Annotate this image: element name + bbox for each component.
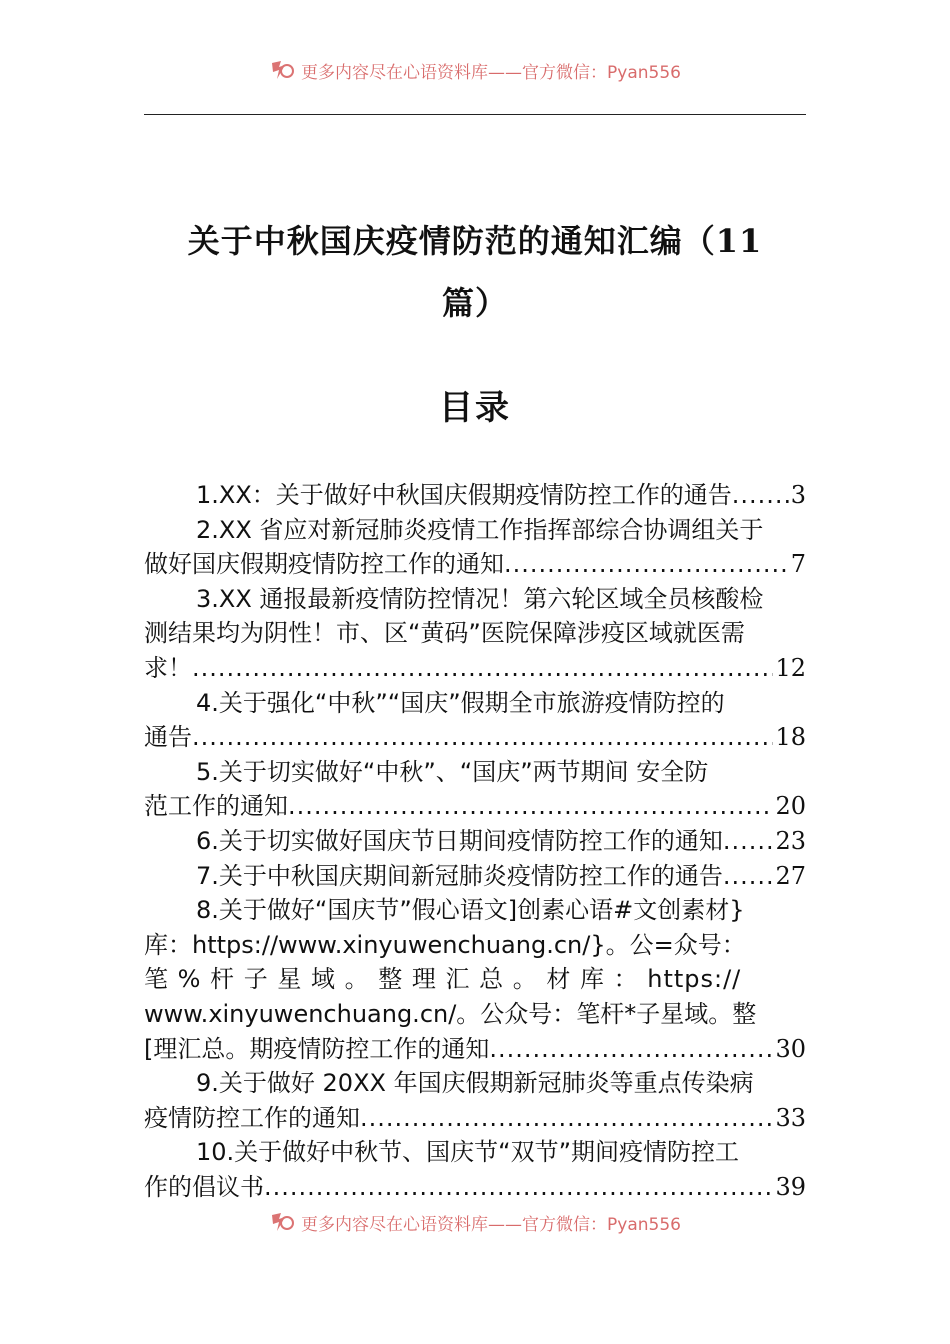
toc-leader: [192, 720, 773, 755]
toc-entry-2[interactable]: [144, 513, 806, 548]
toc-entry-text: 1.XX：关于做好中秋国庆假期疫情防控工作的通告: [196, 481, 732, 509]
toc-page-number: 33: [775, 1103, 806, 1132]
title-line-1: 关于中秋国庆疫情防范的通知汇编（11: [187, 222, 763, 260]
toc-entry-8[interactable]: [144, 893, 806, 928]
toc-entry-text: 做好国庆假期疫情防控工作的通知: [144, 550, 504, 579]
toc-entry-9-cont[interactable]: [144, 1101, 806, 1136]
toc-entry-text: 4.关于强化“中秋”“国庆”假期全市旅游疫情防控的: [196, 688, 725, 717]
header-rule: [144, 114, 806, 115]
toc-leader: [723, 859, 774, 894]
watermark-footer: [0, 1210, 950, 1234]
table-of-contents: [144, 478, 806, 1204]
toc-entry-5[interactable]: [144, 755, 806, 790]
toc-entry-text: 2.XX 省应对新冠肺炎疫情工作指挥部综合协调组关于: [196, 515, 764, 544]
toc-entry-3[interactable]: [144, 582, 806, 617]
toc-page-number: 39: [775, 1172, 806, 1201]
toc-entry-text: 9.关于做好 20XX 年国庆假期新冠肺炎等重点传染病: [196, 1069, 754, 1098]
logo-icon: [269, 59, 295, 81]
toc-page-number: 27: [775, 861, 806, 890]
toc-page-number: 7: [790, 550, 806, 579]
toc-leader: [264, 1170, 773, 1205]
toc-entry-4-cont[interactable]: [144, 720, 806, 755]
watermark-text: 更多内容尽在心语资料库——官方微信：Pyan556: [301, 62, 681, 82]
toc-entry-text: 3.XX 通报最新疫情防控情况！第六轮区域全员核酸检: [196, 584, 764, 613]
toc-entry-text: 测结果均为阴性！市、区“黄码”医院保障涉疫区域就医需: [144, 619, 745, 648]
watermark-header: [0, 58, 950, 82]
toc-page-number: 30: [775, 1034, 806, 1063]
toc-entry-text: 8.关于做好“国庆节”假心语文]创素心语#文创素材}: [196, 896, 745, 925]
title-line-2: 篇）: [441, 284, 508, 322]
toc-entry-text: 通告: [144, 723, 192, 752]
toc-entry-text: 6.关于切实做好国庆节日期间疫情防控工作的通知: [196, 826, 723, 855]
toc-entry-text: 范工作的通知: [144, 792, 288, 821]
toc-entry-text: 7.关于中秋国庆期间新冠肺炎疫情防控工作的通告: [196, 861, 723, 890]
toc-leader: [489, 1032, 773, 1067]
toc-entry-text: 5.关于切实做好“中秋”、“国庆”两节期间 安全防: [196, 757, 709, 786]
toc-entry-8-cont[interactable]: [144, 928, 806, 963]
toc-entry-text: 作的倡议书: [144, 1172, 264, 1201]
toc-entry-8-cont[interactable]: [144, 962, 806, 997]
toc-entry-text: [理汇总。期疫情防控工作的通知: [144, 1034, 490, 1063]
toc-entry-text: 库：https://www.xinyuwenchuang.cn/}。公=众号：: [144, 930, 746, 959]
watermark-text: 更多内容尽在心语资料库——官方微信：Pyan556: [301, 1214, 681, 1234]
toc-page-number: 12: [775, 653, 806, 682]
logo-icon: [269, 1211, 295, 1233]
toc-entry-4[interactable]: [144, 686, 806, 721]
toc-entry-6[interactable]: [144, 824, 806, 859]
toc-leader: [732, 478, 789, 513]
toc-entry-10-cont[interactable]: [144, 1170, 806, 1205]
toc-entry-text: www.xinyuwenchuang.cn/。公众号：笔杆*子星域。整: [144, 999, 757, 1028]
toc-leader: [192, 651, 773, 686]
document-title: [144, 210, 806, 334]
toc-entry-1[interactable]: [144, 478, 806, 513]
toc-entry-3-cont[interactable]: [144, 651, 806, 686]
toc-entry-5-cont[interactable]: [144, 789, 806, 824]
toc-entry-8-cont[interactable]: [144, 1032, 806, 1067]
toc-entry-text: 10.关于做好中秋节、国庆节“双节”期间疫情防控工: [196, 1138, 740, 1167]
toc-entry-text: 笔 % 杆 子 星 域 。 整 理 汇 总 。 材 库 ： https://: [144, 965, 742, 994]
toc-leader: [723, 824, 774, 859]
toc-page-number: 3: [790, 481, 806, 509]
toc-entry-text: 求！: [144, 653, 192, 682]
toc-leader: [504, 547, 789, 582]
toc-entry-7[interactable]: [144, 859, 806, 894]
toc-entry-2-cont[interactable]: [144, 547, 806, 582]
toc-page-number: 18: [775, 723, 806, 752]
toc-page-number: 20: [775, 792, 806, 821]
toc-entry-3-cont[interactable]: [144, 616, 806, 651]
toc-page-number: 23: [775, 826, 806, 855]
toc-entry-8-cont[interactable]: [144, 997, 806, 1032]
toc-entry-10[interactable]: [144, 1135, 806, 1170]
toc-leader: [360, 1101, 773, 1136]
toc-heading: 目录: [439, 388, 511, 428]
toc-entry-text: 疫情防控工作的通知: [144, 1103, 360, 1132]
toc-leader: [288, 789, 773, 824]
toc-entry-9[interactable]: [144, 1066, 806, 1101]
